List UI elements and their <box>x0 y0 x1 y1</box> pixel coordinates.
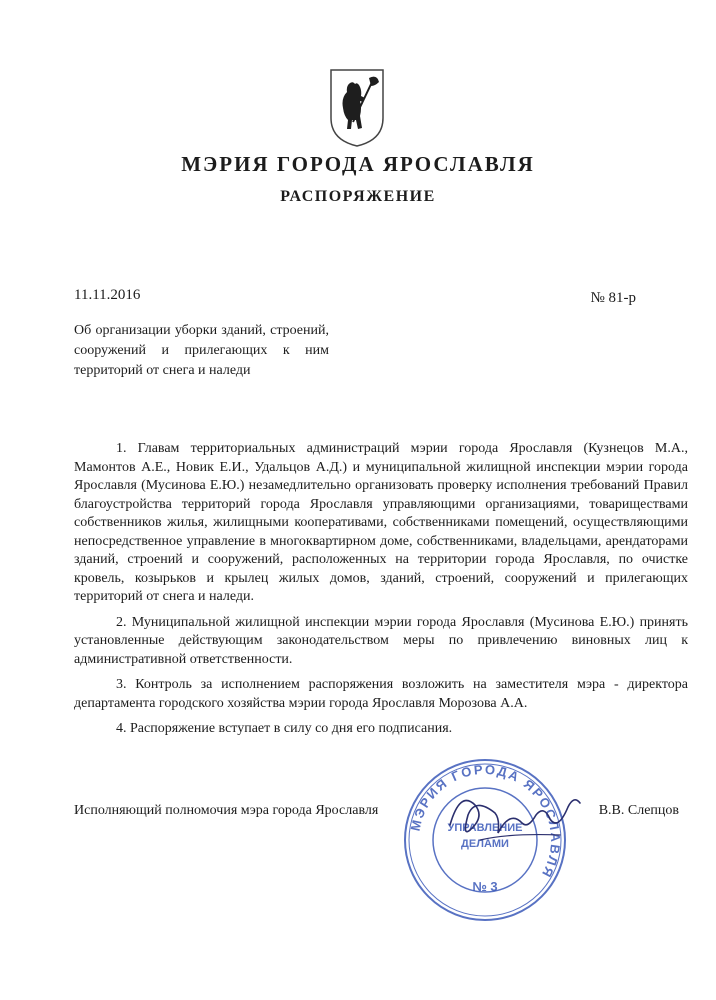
paragraph-2: 2. Муниципальной жилищной инспекции мэрии города Ярославля (Мусинова Е.Ю.) принять установленные действующим законодательством меры по привлечению виновных лиц к административной ответственности. <box>74 614 688 667</box>
paragraph-4: 4. Распоряжение вступает в силу со дня его подписания. <box>116 721 453 736</box>
signer-name: В.В. Слепцов <box>598 803 679 818</box>
stamp-outer-text: МЭРИЯ ГОРОДА ЯРОСЛАВЛЯ <box>407 761 564 882</box>
handwritten-signature <box>440 785 590 860</box>
document-type: РАСПОРЯЖЕНИЕ <box>280 188 436 205</box>
signer-position: Исполняющий полномочия мэра города Ярославля <box>74 803 379 818</box>
stamp-number: № 3 <box>472 879 498 894</box>
paragraph-3: 3. Контроль за исполнением распоряжения возложить на заместителя мэра - директора департамента городского хозяйства мэрии города Ярославля Морозова А.А. <box>74 677 688 711</box>
org-title: МЭРИЯ ГОРОДА ЯРОСЛАВЛЯ <box>181 152 535 176</box>
stamp-inner-line2: ДЕЛАМИ <box>461 838 509 850</box>
document-number: № 81-р <box>590 290 636 306</box>
yaroslavl-bear-crest-icon <box>329 68 385 148</box>
document-body <box>74 440 688 746</box>
stamp-inner-line1: УПРАВЛЕНИЕ <box>447 822 523 834</box>
paragraph-1: 1. Главам территориальных администраций мэрии города Ярославля (Кузнецов М.А., Мамонтов А.Е., Новик Е.И., Удальцов А.Д.) и муниципальной жилищной инспекции мэрии города Ярославля (Мусинова Е.Ю.) незамедлительно организовать проверку исполнения требований Правил благоустройства территорий города Ярославля управляющими организациями, товариществами собственников жилья, жилищными кооперативами, собственниками помещений, осуществляющими непосредственное управление в многоквартирном доме, собственниками, владельцами, арендаторами зданий, строений и сооружений, расположенных на территории города Ярославля, по очистке кровель, козырьков и крылец жилых домов, зданий, строений, сооружений и прилегающих территорий от снега и наледи. <box>74 441 688 604</box>
document-subject: Об организации уборки зданий, строений, сооружений и прилегающих к ним территорий от снега и наледи <box>74 323 329 378</box>
document-date: 11.11.2016 <box>74 287 141 303</box>
